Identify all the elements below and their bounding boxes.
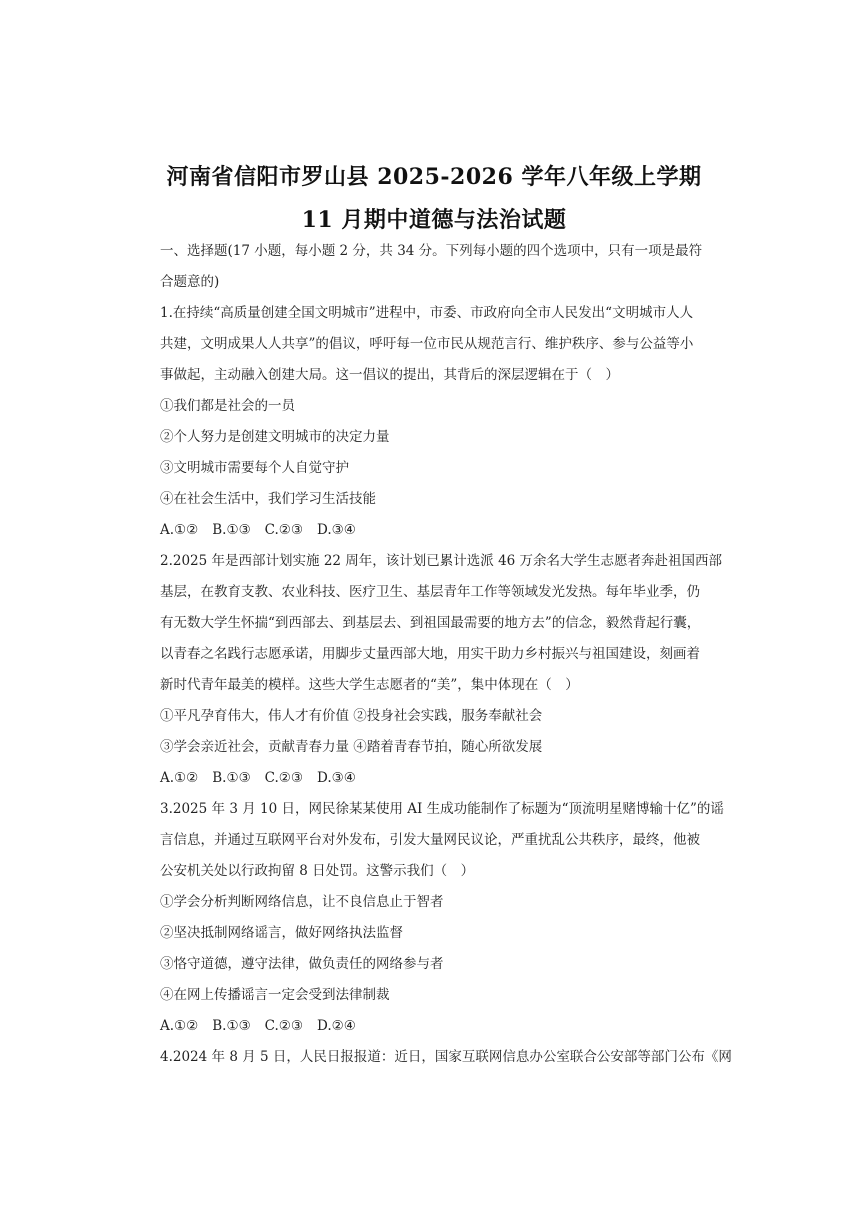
section-intro-line-2: 合题意的): [160, 274, 220, 290]
q1-option-c: C.②③: [264, 522, 304, 538]
q3-option-c: C.②③: [264, 1018, 304, 1034]
q2-stem-line-2: 基层，在教育支教、农业科技、医疗卫生、基层青年工作等领域发光发热。每年毕业季，仍: [160, 584, 700, 600]
q1-item-4: ④在社会生活中，我们学习生活技能: [160, 491, 376, 507]
q2-stem-line-5: 新时代青年最美的模样。这些大学生志愿者的“美”，集中体现在（ ）: [160, 677, 579, 693]
q2-stem-line-1: 2.2025 年是西部计划实施 22 周年，该计划已累计选派 46 万余名大学生志愿者奔赴祖国西部: [160, 553, 723, 569]
q1-option-b: B.①③: [212, 522, 251, 538]
section-intro-line-1: 一、选择题(17 小题，每小题 2 分，共 34 分。下列每小题的四个选项中，只有一项是最符: [160, 243, 703, 259]
q3-item-1: ①学会分析判断网络信息，让不良信息止于智者: [160, 894, 444, 910]
q3-stem-line-3: 公安机关处以行政拘留 8 日处罚。这警示我们（ ）: [160, 863, 475, 879]
q2-stem-line-4: 以青春之名践行志愿承诺，用脚步丈量西部大地，用实干助力乡村振兴与祖国建设，刻画着: [160, 646, 700, 662]
q1-item-1: ①我们都是社会的一员: [160, 398, 295, 414]
q3-option-d: D.②④: [317, 1018, 356, 1034]
q3-option-a: A.①②: [160, 1018, 199, 1034]
q2-option-d: D.③④: [317, 770, 356, 786]
q3-item-2: ②坚决抵制网络谣言，做好网络执法监督: [160, 925, 403, 941]
q4-stem-line-1: 4.2024 年 8 月 5 日，人民日报报道：近日，国家互联网信息办公室联合公安部等部门公布《网: [160, 1049, 732, 1065]
q3-item-4: ④在网上传播谣言一定会受到法律制裁: [160, 987, 390, 1003]
q1-stem-line-3: 事做起，主动融入创建大局。这一倡议的提出，其背后的深层逻辑在于（ ）: [160, 367, 619, 383]
q3-options: [160, 1017, 710, 1035]
q3-option-b: B.①③: [212, 1018, 251, 1034]
q1-stem-line-1: 1.在持续“高质量创建全国文明城市”进程中，市委、市政府向全市人民发出“文明城市人人: [160, 305, 694, 321]
q2-stem-line-3: 有无数大学生怀揣“到西部去、到基层去、到祖国最需要的地方去”的信念，毅然背起行囊，: [160, 615, 701, 631]
q1-option-d: D.③④: [317, 522, 356, 538]
q2-options: [160, 769, 710, 787]
q1-options: [160, 521, 710, 539]
q1-item-2: ②个人努力是创建文明城市的决定力量: [160, 429, 390, 445]
q1-item-3: ③文明城市需要每个人自觉守护: [160, 460, 349, 476]
q3-item-3: ③恪守道德，遵守法律，做负责任的网络参与者: [160, 956, 444, 972]
q2-option-b: B.①③: [212, 770, 251, 786]
q1-option-a: A.①②: [160, 522, 199, 538]
q2-option-c: C.②③: [264, 770, 304, 786]
q3-stem-line-2: 言信息，并通过互联网平台对外发布，引发大量网民议论，严重扰乱公共秩序，最终，他被: [160, 832, 700, 848]
q3-stem-line-1: 3.2025 年 3 月 10 日，网民徐某某使用 AI 生成功能制作了标题为“顶流明星赌博输十亿”的谣: [160, 801, 724, 817]
title-line-1: 河南省信阳市罗山县 2025-2026 学年八年级上学期: [166, 164, 702, 190]
q2-item-2: ③学会亲近社会，贡献青春力量 ④踏着青春节拍，随心所欲发展: [160, 739, 543, 755]
title-line-2: 11 月期中道德与法治试题: [301, 207, 567, 233]
q1-stem-line-2: 共建，文明成果人人共享”的倡议，呼吁每一位市民从规范言行、维护秩序、参与公益等小: [160, 336, 694, 352]
q2-item-1: ①平凡孕育伟大，伟人才有价值 ②投身社会实践，服务奉献社会: [160, 708, 543, 724]
q2-option-a: A.①②: [160, 770, 199, 786]
